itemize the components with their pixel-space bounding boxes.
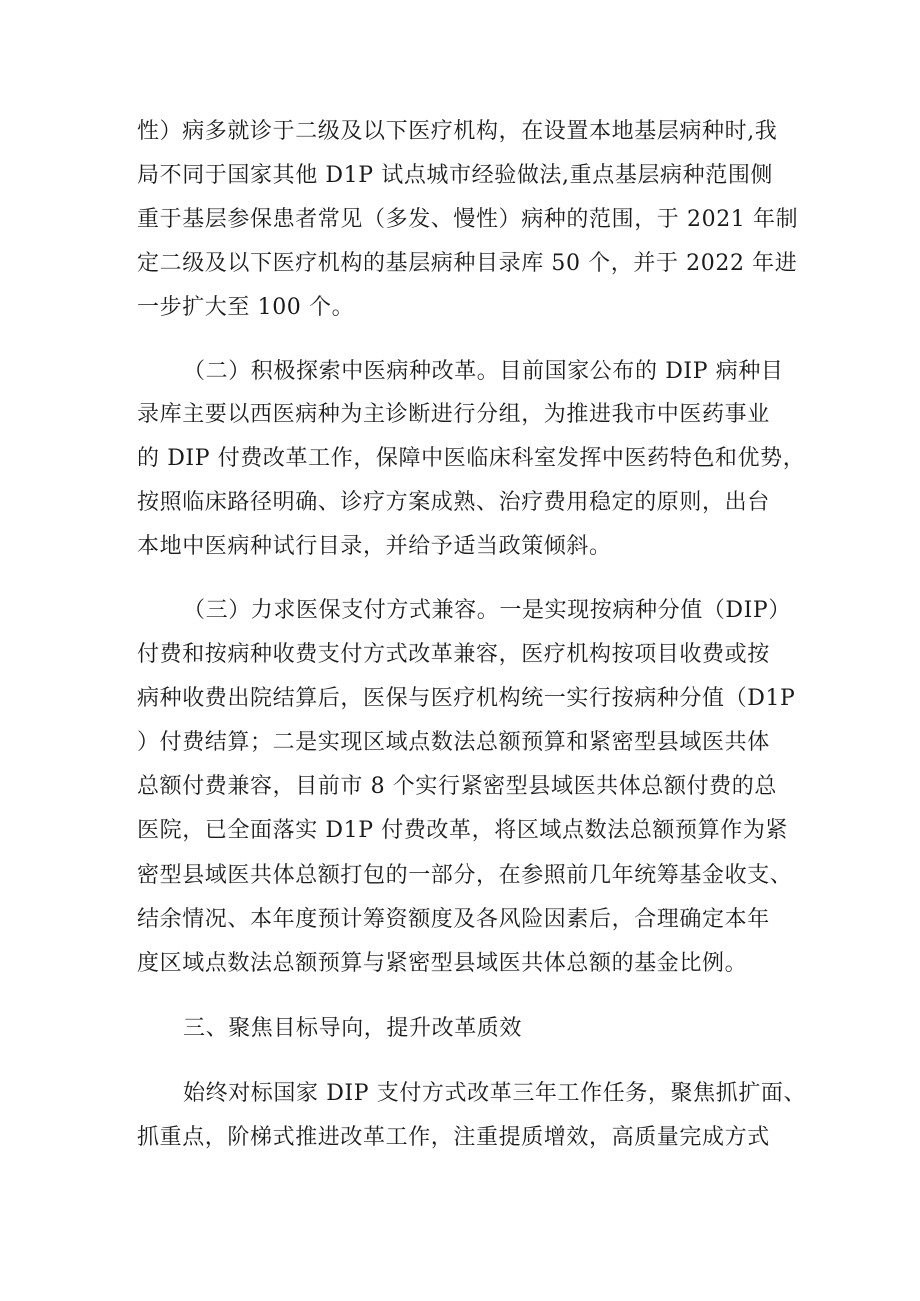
- text-line: 医院，已全面落实 D1P 付费改革，将区域点数法总额预算作为紧: [137, 818, 789, 843]
- text-line: 重于基层参保患者常见（多发、慢性）病种的范围，于 2021 年制: [137, 207, 799, 232]
- section-heading: 三、聚焦目标导向，提升改革质效: [183, 1016, 523, 1041]
- text-line: 抓重点，阶梯式推进改革工作，注重提质增效，高质量完成方式: [137, 1125, 770, 1150]
- text-line: 总额付费兼容，目前市 8 个实行紧密型县域医共体总额付费的总: [137, 774, 777, 799]
- text-line: 的 DIP 付费改革工作，保障中医临床科室发挥中医药特色和优势，: [137, 446, 806, 471]
- text-line: 付费和按病种收费支付方式改革兼容，医疗机构按项目收费或按: [137, 642, 770, 667]
- text-line: 密型县域医共体总额打包的一部分，在参照前几年统筹基金收支、: [137, 863, 793, 888]
- text-line: 性）病多就诊于二级及以下医疗机构，在设置本地基层病种时,我: [137, 119, 778, 144]
- text-line: 本地中医病种试行目录，并给予适当政策倾斜。: [137, 534, 612, 559]
- text-line: 病种收费出院结算后，医保与医疗机构统一实行按病种分值（D1P: [137, 686, 796, 711]
- text-line: 录库主要以西医病种为主诊断进行分组，为推进我市中医药事业: [137, 402, 770, 427]
- text-line: 按照临床路径明确、诊疗方案成熟、治疗费用稳定的原则，出台: [137, 490, 770, 515]
- paragraph-4-start: 始终对标国家 DIP 支付方式改革三年工作任务，聚焦抓扩面、: [183, 1081, 807, 1106]
- text-line: 度区域点数法总额预算与紧密型县域医共体总额的基金比例。: [137, 951, 748, 976]
- text-line: 定二级及以下医疗机构的基层病种目录库 50 个，并于 2022 年进: [137, 251, 798, 276]
- paragraph-2-start: （二）积极探索中医病种改革。目前国家公布的 DIP 病种目: [183, 359, 784, 384]
- text-line: 局不同于国家其他 D1P 试点城市经验做法,重点基层病种范围侧: [137, 163, 774, 188]
- paragraph-3-start: （三）力求医保支付方式兼容。一是实现按病种分值（DIP）: [183, 598, 791, 623]
- text-line: 结余情况、本年度预计筹资额度及各风险因素后，合理确定本年: [137, 907, 770, 932]
- text-line: ）付费结算；二是实现区域点数法总额预算和紧密型县域医共体: [137, 730, 770, 755]
- text-line: 一步扩大至 100 个。: [137, 295, 355, 320]
